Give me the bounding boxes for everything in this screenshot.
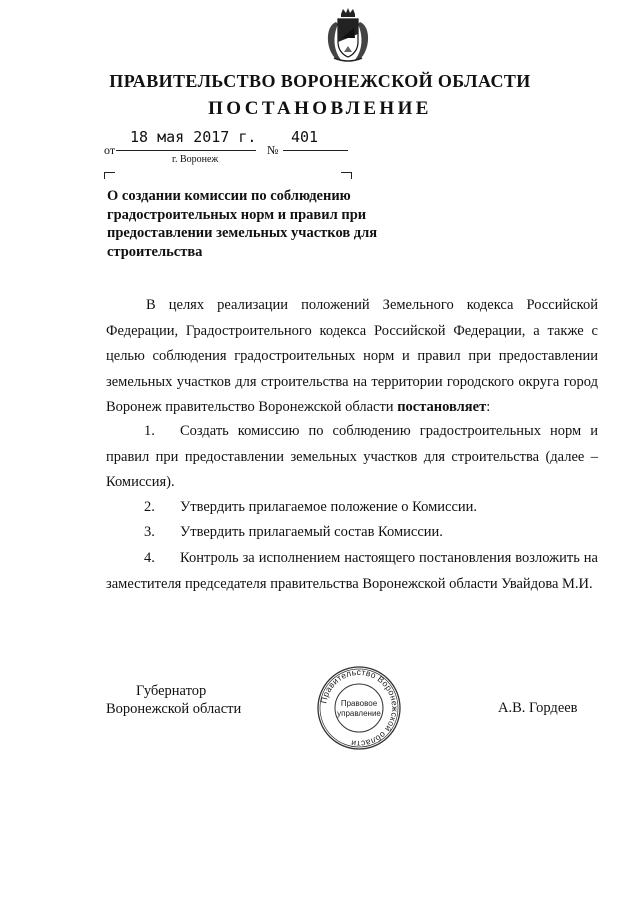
organization-title: ПРАВИТЕЛЬСТВО ВОРОНЕЖСКОЙ ОБЛАСТИ bbox=[109, 71, 531, 91]
subject-corner-right bbox=[341, 172, 352, 179]
signatory-position-line1: Губернатор bbox=[136, 683, 207, 699]
list-item-number: 4. bbox=[144, 550, 155, 566]
subject-corner-left bbox=[104, 172, 115, 179]
list-item bbox=[106, 546, 598, 597]
signatory-name: А.В. Гордеев bbox=[498, 700, 578, 716]
number-prefix: № bbox=[267, 143, 279, 157]
stamp-ring-text: Правительство Воронежской области bbox=[318, 666, 401, 750]
list-item-text: Создать комиссию по соблюдению градостроительных норм и правил при предоставлении земельных участков для строительства (далее – Комиссия). bbox=[106, 423, 598, 490]
preamble-paragraph bbox=[106, 293, 598, 421]
date-underline bbox=[116, 150, 256, 151]
stamp-center-line2: управление bbox=[337, 709, 381, 718]
document-type: ПОСТАНОВЛЕНИЕ bbox=[208, 98, 432, 119]
preamble-keyword: постановляет bbox=[397, 399, 487, 415]
preamble-suffix: : bbox=[486, 399, 491, 415]
list-item bbox=[106, 495, 598, 521]
list-item-text: Утвердить прилагаемый состав Комиссии. bbox=[180, 524, 443, 540]
document-date: 18 мая 2017 г. bbox=[130, 128, 257, 146]
city: г. Воронеж bbox=[172, 154, 219, 165]
list-item-text: Утвердить прилагаемое положение о Комиссии. bbox=[180, 499, 478, 515]
document-subject: О создании комиссии по соблюдению градостроительных норм и правил при предоставлении земельных участков для строительства bbox=[107, 188, 378, 260]
list-item-text: Контроль за исполнением настоящего постановления возложить на заместителя председателя правительства Воронежской области Увайдова М.И. bbox=[106, 550, 598, 592]
preamble-text: В целях реализации положений Земельного кодекса Российской Федерации, Градостроительного кодекса Российской Федерации, а также с целью соблюдения градостроительных норм и правил при предоставлении земельных участков для строительства на территории городского округа город Воронеж правительство Воронежской области bbox=[106, 297, 598, 415]
list-item bbox=[106, 520, 598, 546]
list-item-number: 3. bbox=[144, 524, 155, 540]
date-prefix: от bbox=[104, 143, 116, 157]
signatory-position-line2: Воронежской области bbox=[106, 701, 242, 717]
list-item-number: 2. bbox=[144, 499, 155, 515]
coat-of-arms-emblem bbox=[324, 8, 372, 64]
document-number: 401 bbox=[291, 128, 319, 146]
list-item-number: 1. bbox=[144, 423, 155, 439]
stamp-center-line1: Правовое bbox=[340, 699, 378, 708]
legal-department-stamp bbox=[316, 665, 402, 751]
list-item bbox=[106, 419, 598, 496]
signatory-position bbox=[106, 682, 241, 718]
number-underline bbox=[283, 150, 348, 151]
